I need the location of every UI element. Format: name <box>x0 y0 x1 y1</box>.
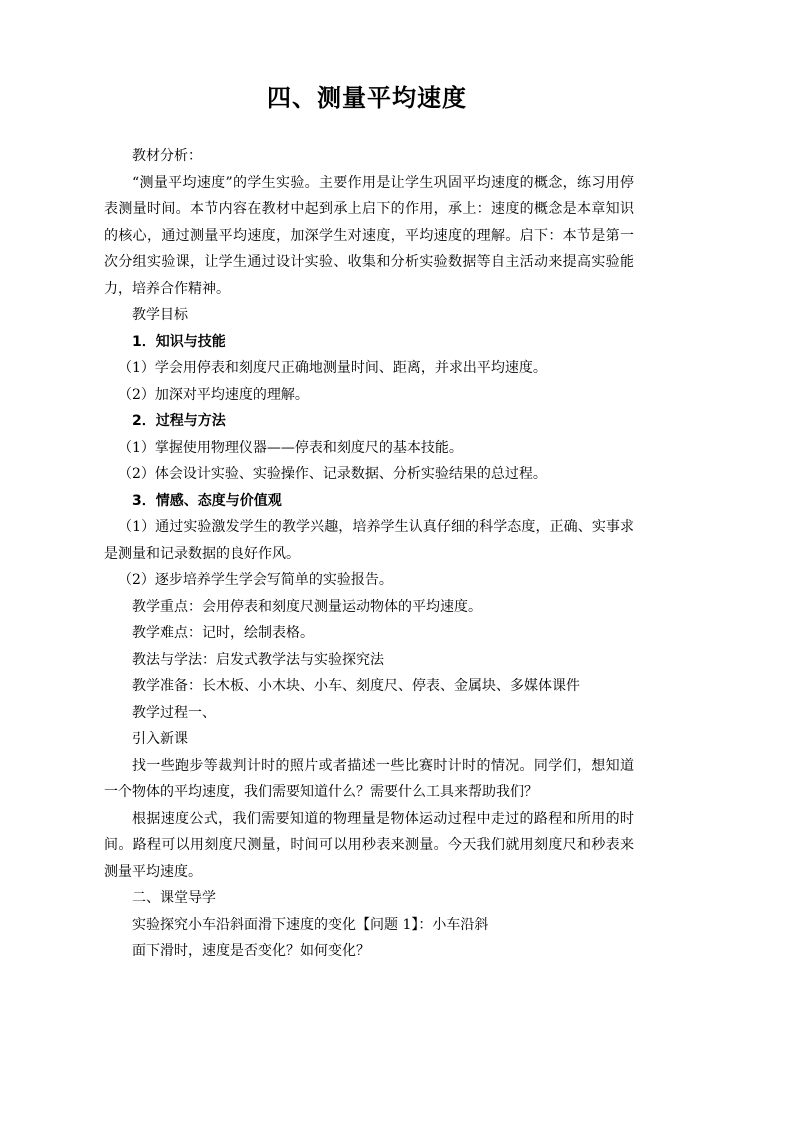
paragraph-formula: 根据速度公式，我们需要知道的物理量是物体运动过程中走过的路程和所用的时间。路程可以用刻度尺测量，时间可以用秒表来测量。今天我们就用刻度尺和秒表来测量平均速度。 <box>104 810 634 880</box>
teaching-focus: 教学重点：会用停表和刻度尺测量运动物体的平均速度。 <box>132 598 482 615</box>
goal-item: （1）掌握使用物理仪器——停表和刻度尺的基本技能。 <box>118 439 463 456</box>
section-heading-analysis: 教材分析： <box>132 148 202 164</box>
goal-item: （2）逐步培养学生学会写简单的实验报告。 <box>118 572 393 588</box>
teaching-method: 教法与学法：启发式教学法与实验探究法 <box>132 651 384 668</box>
goal-item: （1）学会用停表和刻度尺正确地测量时间、距离，并求出平均速度。 <box>118 360 547 376</box>
paragraph-intro: 找一些跑步等裁判计时的照片或者描述一些比赛时计时的情况。同学们，想知道一个物体的平均速度，我们需要知道什么？需要什么工具来帮助我们？ <box>104 757 634 800</box>
goal-item: （1）通过实验激发学生的教学兴趣，培养学生认真仔细的科学态度，正确、实事求是测量和记录数据的良好作风。 <box>104 519 634 562</box>
goal-item: （2）加深对平均速度的理解。 <box>118 386 309 403</box>
teaching-preparation: 教学准备：长木板、小木块、小车、刻度尺、停表、金属块、多媒体课件 <box>132 678 580 694</box>
goal-heading-process: 2．过程与方法 <box>132 413 226 429</box>
section-heading-intro: 引入新课 <box>132 731 188 747</box>
section-heading-process: 教学过程一、 <box>132 704 216 721</box>
teaching-difficulty: 教学难点：记时，绘制表格。 <box>132 625 314 641</box>
section-heading-guide: 二、课堂导学 <box>132 890 216 906</box>
goal-item: （2）体会设计实验、实验操作、记录数据、分析实验结果的总过程。 <box>118 466 547 482</box>
paragraph-analysis: “测量平均速度”的学生实验。主要作用是让学生巩固平均速度的概念，练习用停表测量时间。本节内容在教材中起到承上启下的作用，承上：速度的概念是本章知识的核心，通过测量平均速度，加深学生对速度，平均速度的理解。启下：本节是第一次分组实验课，让学生通过设计实验、收集和分析实验数据等自主活动来提高实验能力，培养合作精神。 <box>104 174 634 297</box>
page-title: 四、测量平均速度 <box>267 84 467 112</box>
goal-heading-attitude: 3．情感、态度与价值观 <box>132 492 282 509</box>
paragraph-experiment: 实验探究小车沿斜面滑下速度的变化【问题 1】：小车沿斜 <box>132 916 489 933</box>
goal-heading-knowledge: 1．知识与技能 <box>132 333 226 350</box>
paragraph-question: 面下滑时，速度是否变化？如何变化？ <box>132 943 370 959</box>
document-body <box>104 143 634 965</box>
section-heading-goals: 教学目标 <box>132 307 188 323</box>
